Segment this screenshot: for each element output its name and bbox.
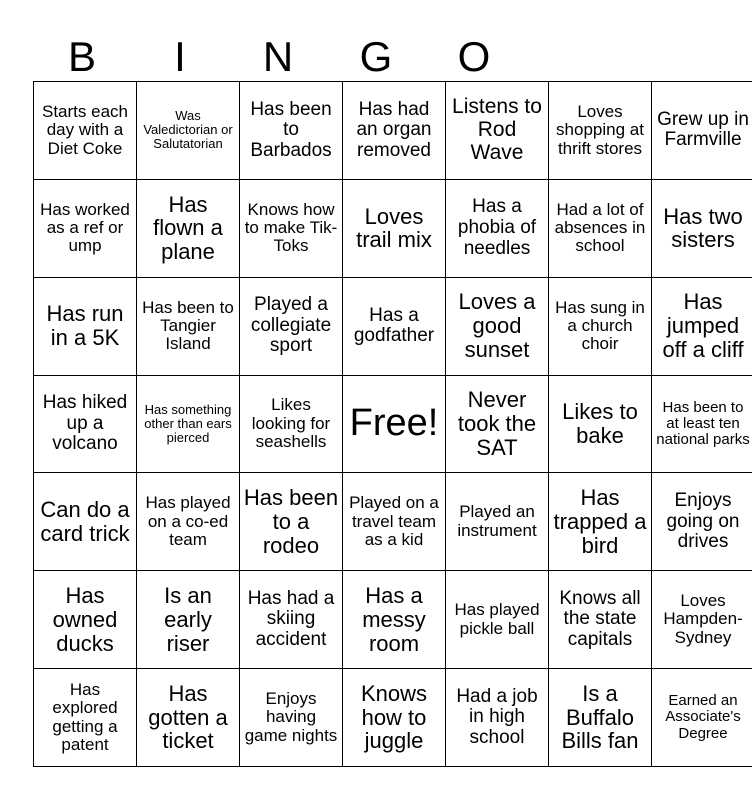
bingo-cell: Has worked as a ref or ump [34,179,137,277]
bingo-cell: Likes to bake [549,375,652,473]
bingo-cell: Likes looking for seashells [240,375,343,473]
bingo-cell: Loves a good sunset [446,277,549,375]
bingo-cell: Has something other than ears pierced [137,375,240,473]
bingo-row [34,277,752,375]
bingo-row [34,179,752,277]
bingo-cell: Played a collegiate sport [240,277,343,375]
bingo-row [34,669,752,767]
bingo-cell: Has flown a plane [137,179,240,277]
bingo-cell: Has explored getting a patent [34,669,137,767]
bingo-row [34,82,752,180]
header-letter-b: B [67,33,96,80]
bingo-row [34,473,752,571]
bingo-cell: Has two sisters [652,179,752,277]
bingo-cell: Has been to at least ten national parks [652,375,752,473]
bingo-cell: Has been to Tangier Island [137,277,240,375]
bingo-cell: Has gotten a ticket [137,669,240,767]
bingo-cell: Has played on a co-ed team [137,473,240,571]
bingo-cell: Has been to a rodeo [240,473,343,571]
bingo-cell: Enjoys going on drives [652,473,752,571]
bingo-cell: Loves trail mix [343,179,446,277]
bingo-cell: Has a godfather [343,277,446,375]
header-letter-i: I [174,33,186,80]
bingo-cell: Loves Hampden-Sydney [652,571,752,669]
bingo-cell: Has a phobia of needles [446,179,549,277]
bingo-cell: Played on a travel team as a kid [343,473,446,571]
bingo-cell: Knows how to juggle [343,669,446,767]
bingo-row [34,375,752,473]
bingo-cell: Has been to Barbados [240,82,343,180]
bingo-cell: Is an early riser [137,571,240,669]
bingo-cell: Loves shopping at thrift stores [549,82,652,180]
bingo-cell: Has a messy room [343,571,446,669]
bingo-cell: Knows all the state capitals [549,571,652,669]
bingo-row [34,571,752,669]
bingo-cell: Has trapped a bird [549,473,652,571]
bingo-cell: Knows how to make Tik-Toks [240,179,343,277]
bingo-cell: Starts each day with a Diet Coke [34,82,137,180]
bingo-card-grid [33,81,752,767]
header-letter-n: N [262,33,294,80]
bingo-cell: Has sung in a church choir [549,277,652,375]
bingo-cell: Listens to Rod Wave [446,82,549,180]
bingo-header [33,34,719,80]
header-letter-g: G [359,33,393,80]
bingo-cell: Has jumped off a cliff [652,277,752,375]
bingo-cell: Played an instrument [446,473,549,571]
bingo-cell: Has had an organ removed [343,82,446,180]
bingo-cell: Is a Buffalo Bills fan [549,669,652,767]
bingo-cell: Earned an Associate's Degree [652,669,752,767]
bingo-cell: Has had a skiing accident [240,571,343,669]
bingo-cell: Was Valedictorian or Salutatorian [137,82,240,180]
bingo-cell: Grew up in Farmville [652,82,752,180]
free-space-cell: Free! [343,375,446,473]
bingo-cell: Had a lot of absences in school [549,179,652,277]
header-letter-o: O [457,33,491,80]
bingo-cell: Has owned ducks [34,571,137,669]
bingo-cell: Has played pickle ball [446,571,549,669]
bingo-cell: Enjoys having game nights [240,669,343,767]
bingo-cell: Can do a card trick [34,473,137,571]
bingo-cell: Had a job in high school [446,669,549,767]
bingo-cell: Never took the SAT [446,375,549,473]
bingo-cell: Has run in a 5K [34,277,137,375]
bingo-cell: Has hiked up a volcano [34,375,137,473]
